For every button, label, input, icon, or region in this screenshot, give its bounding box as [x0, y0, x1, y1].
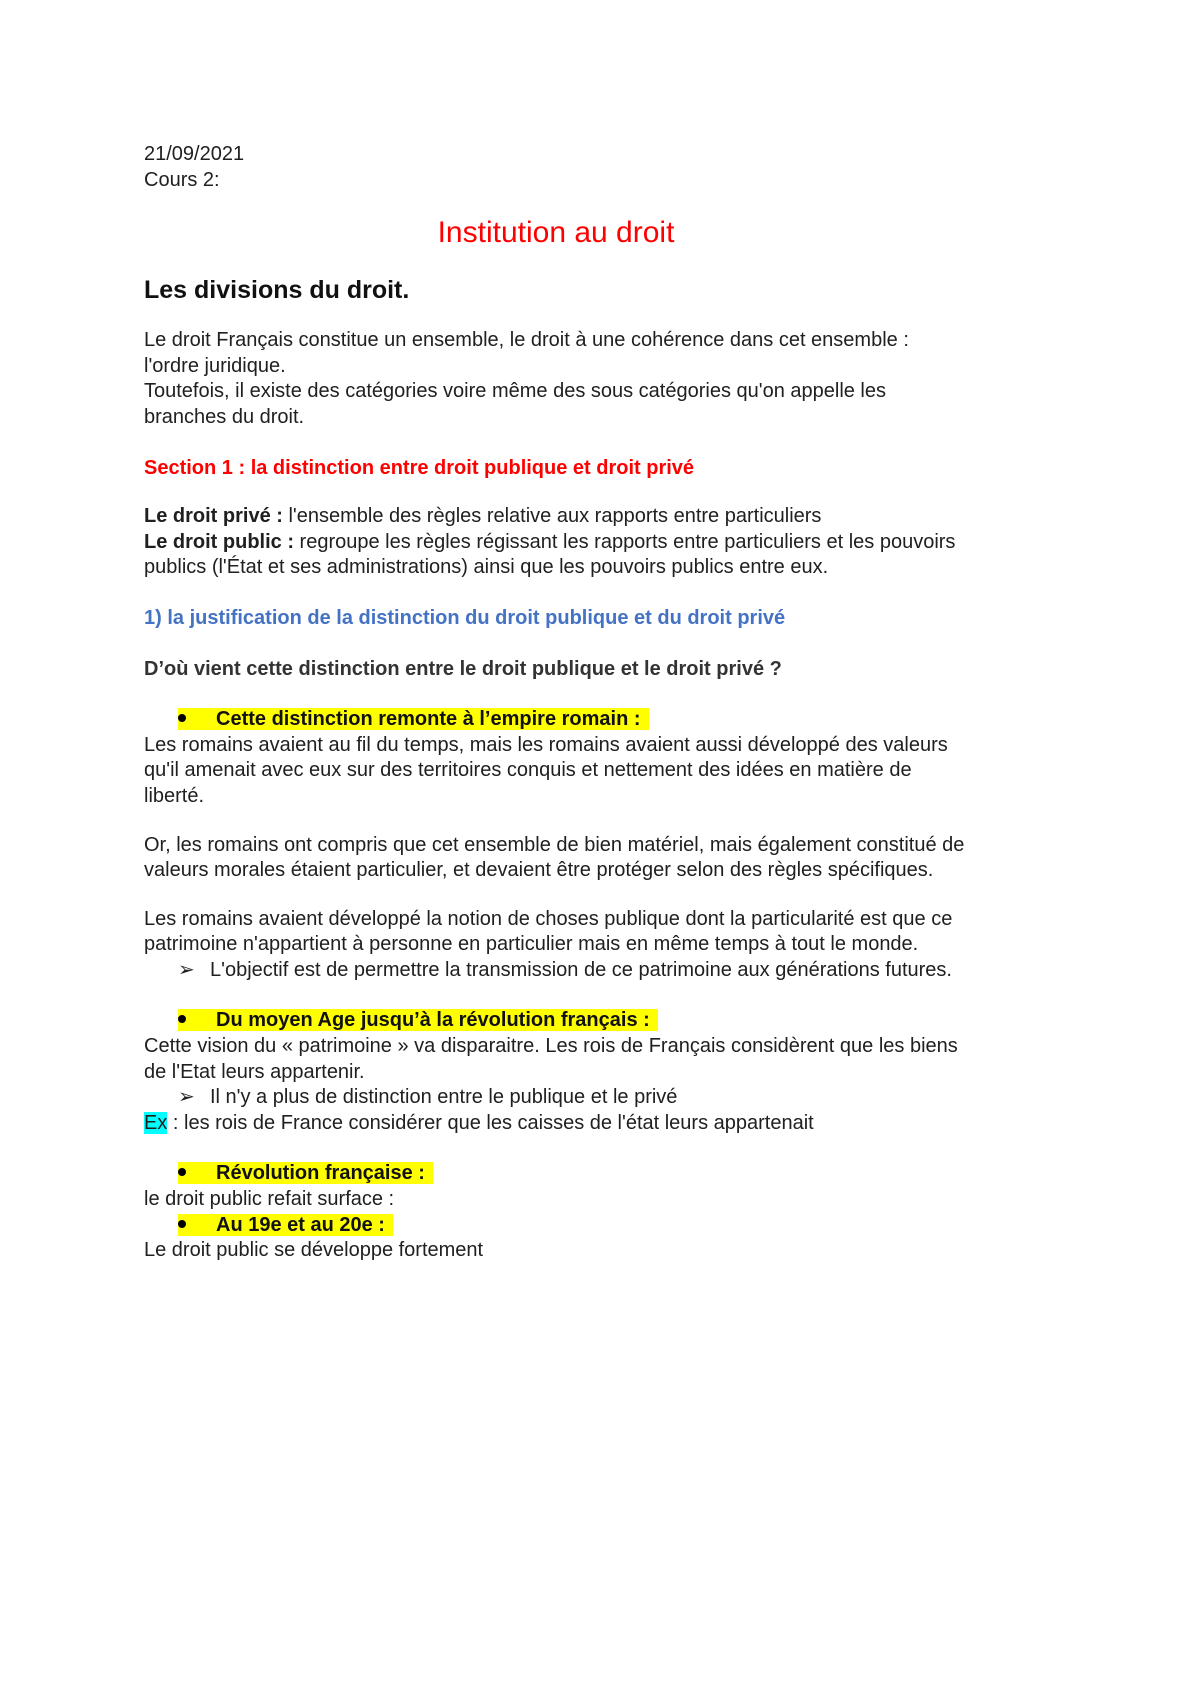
bullet-highlight [178, 1009, 658, 1031]
bullet-item-19e-20e [144, 1213, 1100, 1239]
definition-prive-text: l'ensemble des règles relative aux rapports entre particuliers [282, 505, 822, 528]
definition-prive-label: Le droit privé : [144, 505, 283, 528]
body-line: liberté. [144, 784, 205, 807]
intro-line: Le droit Français constitue un ensemble, le droit à une cohérence dans cet ensemble : [144, 329, 909, 352]
paragraph [144, 907, 1100, 984]
arrow-item [144, 958, 1100, 984]
body-line: le droit public refait surface : [144, 1188, 395, 1211]
bullet-highlight [178, 1162, 433, 1184]
bullet-item-revolution [144, 1161, 1100, 1187]
main-heading: Les divisions du droit. [144, 276, 410, 305]
body-line: de l'Etat leurs appartenir. [144, 1060, 365, 1083]
body-line: Le droit public se développe fortement [144, 1239, 484, 1262]
arrow-item-text: L'objectif est de permettre la transmission de ce patrimoine aux générations futures. [210, 958, 952, 981]
question-heading: D’où vient cette distinction entre le droit publique et le droit privé ? [144, 657, 782, 680]
arrow-item [144, 1085, 1100, 1111]
bullet-item-moyen-age [144, 1008, 1100, 1034]
bullet-label: Au 19e et au 20e : [216, 1214, 393, 1236]
example-line [144, 1111, 1100, 1137]
body-line: Les romains avaient développé la notion de choses publique dont la particularité est que ce [144, 907, 953, 930]
arrow-bullet-icon: ➢ [178, 1086, 195, 1109]
definitions-block [144, 504, 1100, 581]
arrow-item-text: Il n'y a plus de distinction entre le publique et le privé [210, 1086, 678, 1109]
bullet-dot-icon [178, 1220, 186, 1228]
definition-public-label: Le droit public : [144, 530, 294, 553]
bullet-label: Cette distinction remonte à l’empire romain : [216, 708, 649, 730]
date-line: 21/09/2021 [144, 143, 245, 165]
body-line: patrimoine n'appartient à personne en particulier mais en même temps à tout le monde. [144, 933, 919, 956]
bullet-highlight [178, 1214, 393, 1236]
body-line: Or, les romains ont compris que cet ensemble de bien matériel, mais également constitué de [144, 833, 965, 856]
bullet-label: Révolution française : [216, 1162, 433, 1184]
section-1-heading: Section 1 : la distinction entre droit publique et droit privé [144, 456, 695, 479]
example-text: : les rois de France considérer que les caisses de l'état leurs appartenait [167, 1111, 814, 1134]
subsection-1-heading: 1) la justification de la distinction du droit publique et du droit privé [144, 606, 786, 629]
body-line: valeurs morales étaient particulier, et devaient être protéger selon des règles spécifiques. [144, 859, 934, 882]
document-title: Institution au droit [437, 216, 675, 250]
intro-paragraph [144, 328, 1100, 430]
definition-public-continued: publics (l'État et ses administrations) ainsi que les pouvoirs publics entre eux. [144, 556, 829, 579]
body-line: qu'il amenait avec eux sur des territoires conquis et nettement des idées en matière de [144, 759, 912, 782]
course-line: Cours 2: [144, 168, 220, 191]
bullet-dot-icon [178, 1168, 186, 1176]
arrow-bullet-icon: ➢ [178, 958, 195, 981]
bullet-dot-icon [178, 714, 186, 722]
bullet-dot-icon [178, 1015, 186, 1023]
paragraph [144, 833, 1100, 884]
intro-line: l'ordre juridique. [144, 354, 286, 377]
definition-prive [144, 504, 1100, 530]
body-line: Les romains avaient au fil du temps, mais les romains avaient aussi développé des valeurs [144, 733, 948, 756]
definition-public-text: regroupe les règles régissant les rapports entre particuliers et les pouvoirs [294, 530, 956, 553]
bullet-item-empire-romain [144, 707, 1100, 733]
bullet-label: Du moyen Age jusqu’à la révolution français : [216, 1009, 658, 1031]
intro-line: branches du droit. [144, 405, 305, 428]
intro-line: Toutefois, il existe des catégories voire même des sous catégories qu'on appelle les [144, 380, 887, 403]
bullet-highlight [178, 708, 649, 730]
definition-public [144, 530, 1100, 556]
example-label: Ex [144, 1111, 168, 1134]
body-line: Cette vision du « patrimoine » va disparaitre. Les rois de Français considèrent que les biens [144, 1035, 958, 1058]
